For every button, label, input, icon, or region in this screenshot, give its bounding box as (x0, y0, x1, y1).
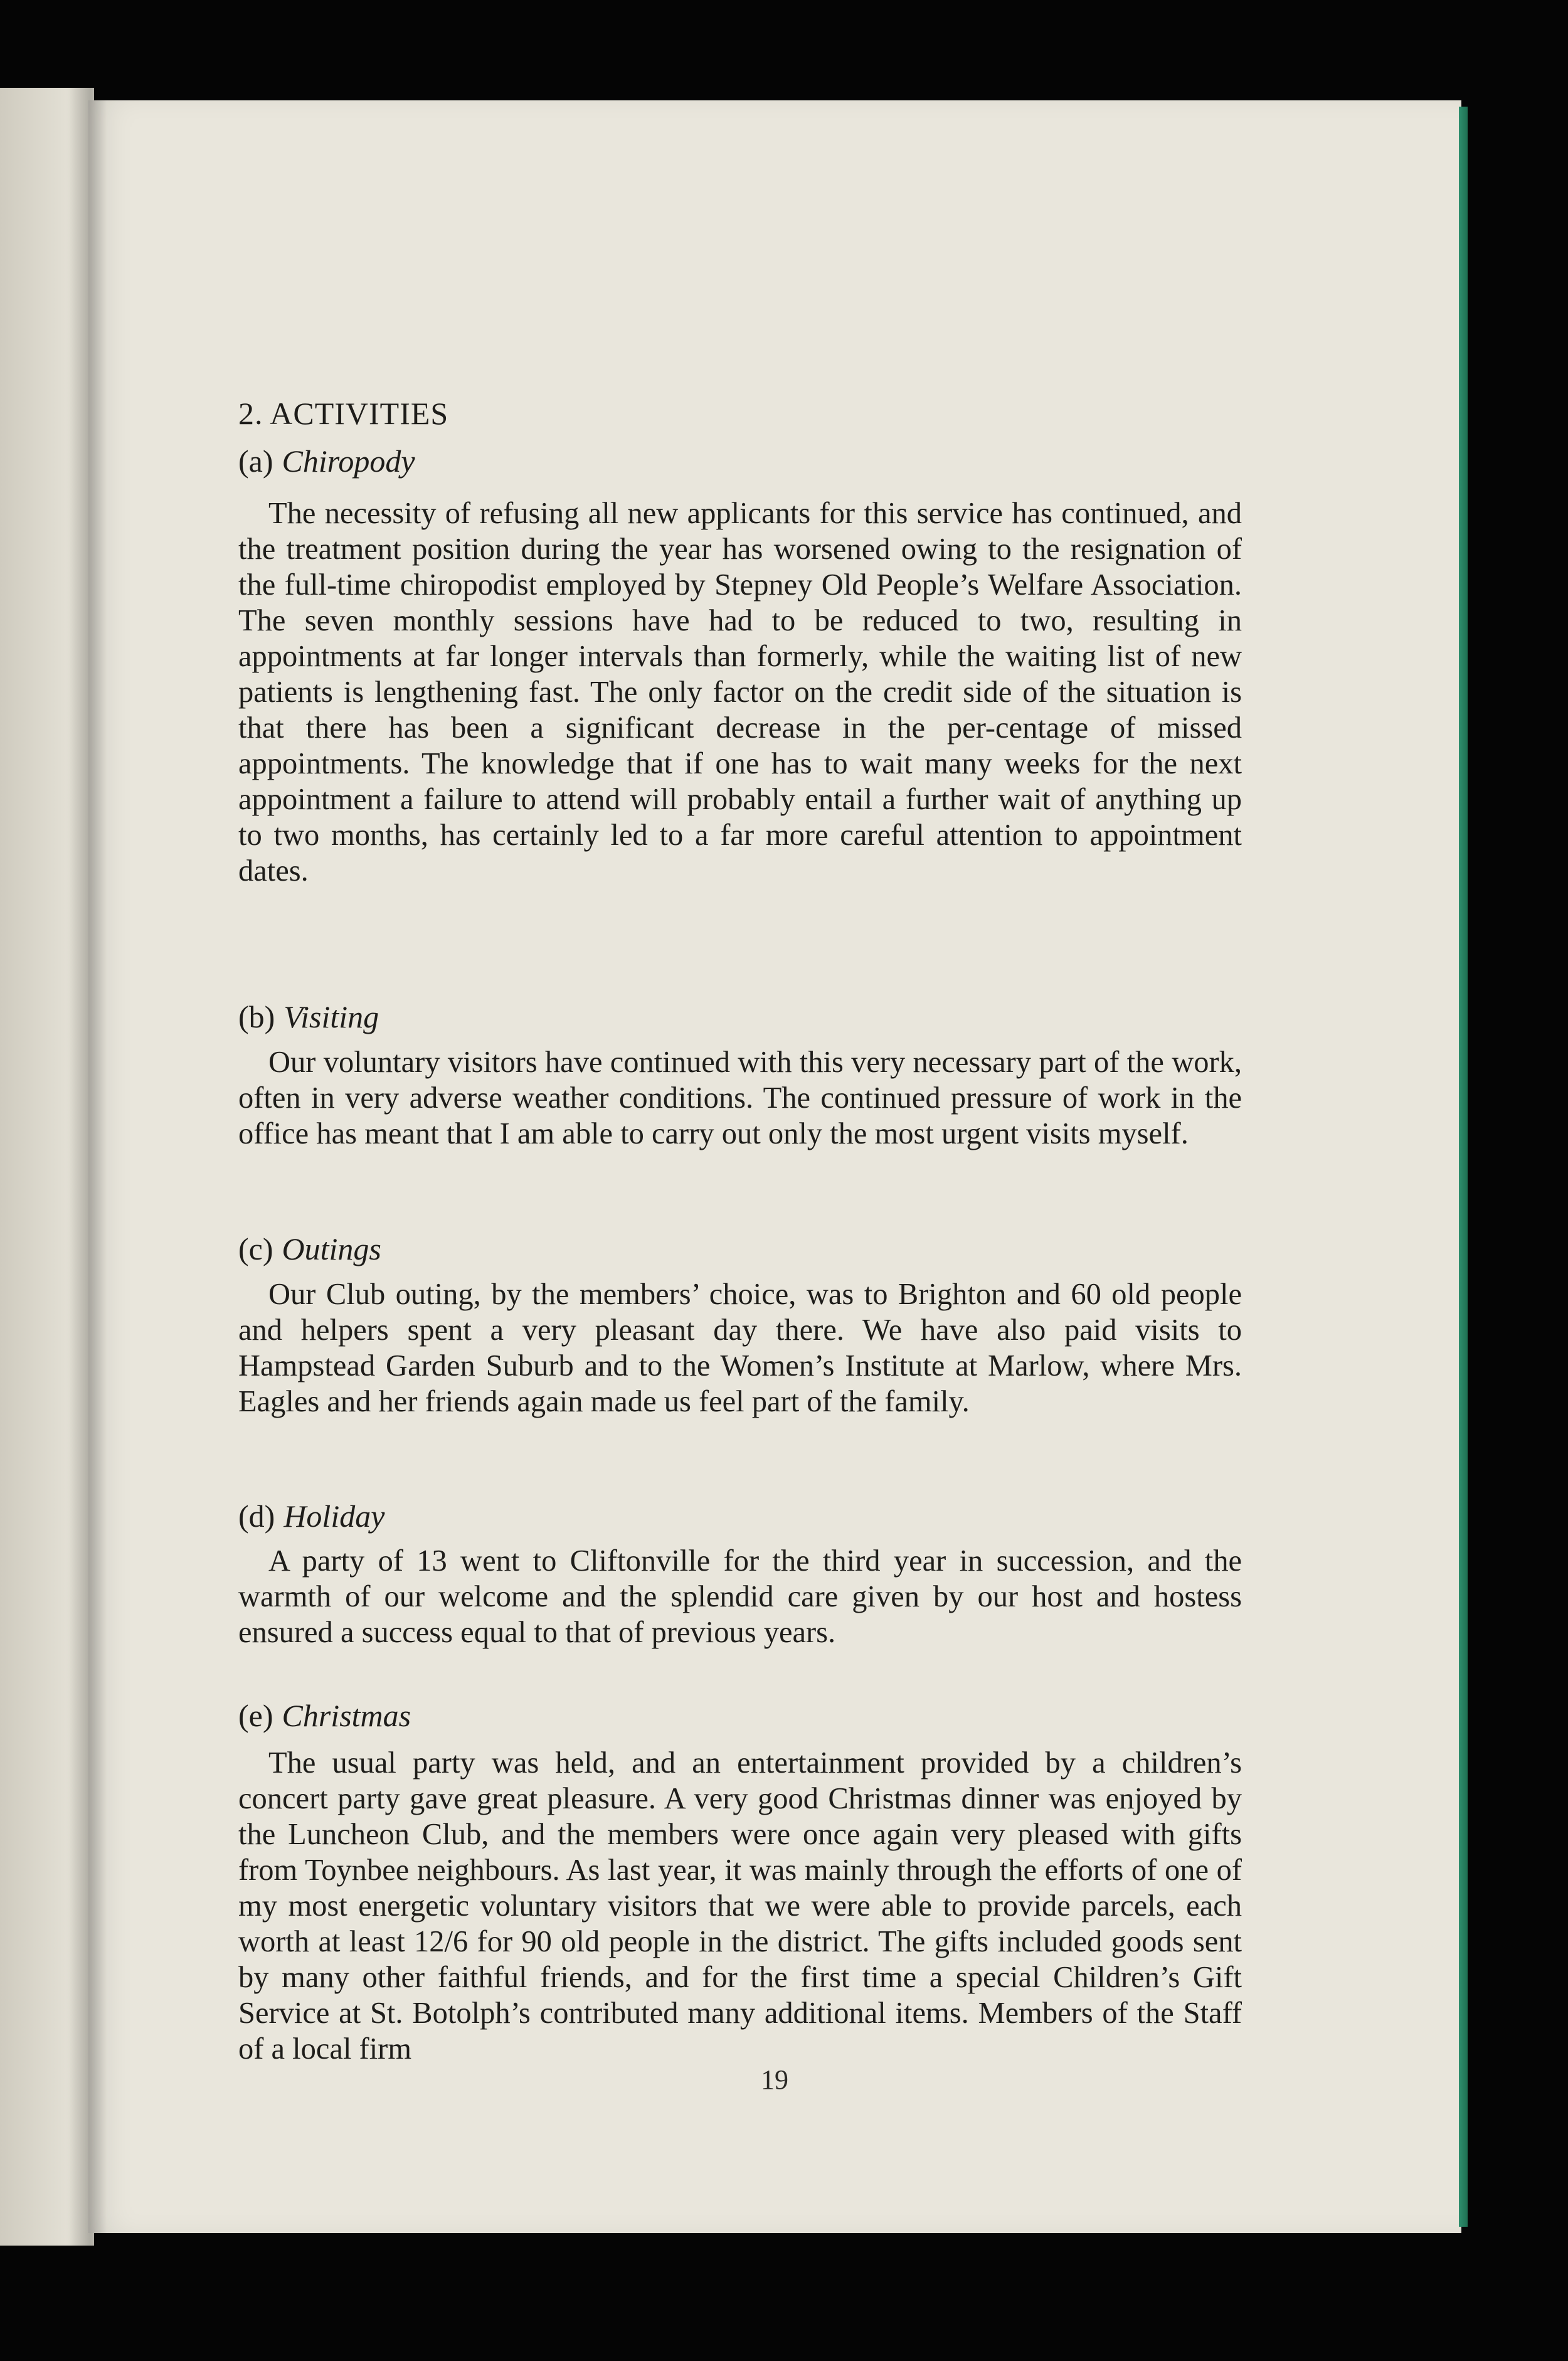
subheading-label: (e) (238, 1698, 273, 1733)
section-heading: 2. ACTIVITIES (238, 396, 449, 431)
subheading-label: (b) (238, 999, 275, 1034)
paragraph-holiday: A party of 13 went to Cliftonville for the third year in succession, and the warmth of our welcome and the splendid care given by our host and hostess ensured a success equal to that of previous years. (238, 1544, 1242, 1649)
book-page (88, 100, 1461, 2233)
subheading-title: Outings (282, 1231, 381, 1266)
subheading-label: (a) (238, 443, 273, 479)
page-number: 19 (761, 2064, 788, 2095)
subheading-visiting (238, 999, 379, 1035)
subheading-title: Holiday (283, 1499, 385, 1534)
subheading-holiday (238, 1498, 384, 1534)
subheading-label: (d) (238, 1499, 275, 1534)
cover-edge (1459, 107, 1468, 2227)
gutter-shadow (69, 88, 107, 2246)
subheading-christmas (238, 1697, 411, 1734)
paragraph-chiropody: The necessity of refusing all new applicants for this service has continued, and the treatment position during the year has worsened owing to the resignation of the full-time chiropodist employed by Stepney Old People’s Welfare Association. The seven monthly sessions have had to be reduced to two, resulting in appointments at far longer intervals than formerly, while the waiting list of new patients is lengthening fast. The only factor on the credit side of the situation is that there has been a significant decrease in the per-centage of missed appointments. The knowledge that if one has to wait many weeks for the next appointment a failure to attend will probably entail a further wait of anything up to two months, has certainly led to a far more careful attention to appointment dates. (238, 497, 1242, 888)
subheading-label: (c) (238, 1231, 273, 1266)
subheading-title: Visiting (283, 999, 379, 1034)
paragraph-visiting: Our voluntary visitors have continued with this very necessary part of the work, often in very adverse weather conditions. The continued pressure of work in the office has meant that I am able to carry out only the most urgent visits myself. (238, 1046, 1242, 1150)
subheading-chiropody (238, 443, 415, 479)
paragraph-christmas: The usual party was held, and an entertainment provided by a children’s concert party gave great pleasure. A very good Christmas dinner was enjoyed by the Luncheon Club, and the members were once again very pleased with gifts from Toynbee neighbours. As last year, it was mainly through the efforts of one of my most energetic voluntary visitors that we were able to provide parcels, each worth at least 12/6 for 90 old people in the district. The gifts included goods sent by many other faithful friends, and for the first time a special Children’s Gift Service at St. Botolph’s contributed many additional items. Members of the Staff of a local firm (238, 1746, 1242, 2066)
subheading-title: Chiropody (282, 443, 415, 479)
paragraph-outings: Our Club outing, by the members’ choice, was to Brighton and 60 old people and helpers spent a very pleasant day there. We have also paid visits to Hampstead Garden Suburb and to the Women’s Institute at Marlow, where Mrs. Eagles and her friends again made us feel part of the family. (238, 1278, 1242, 1418)
subheading-outings (238, 1231, 381, 1267)
subheading-title: Christmas (282, 1698, 411, 1733)
